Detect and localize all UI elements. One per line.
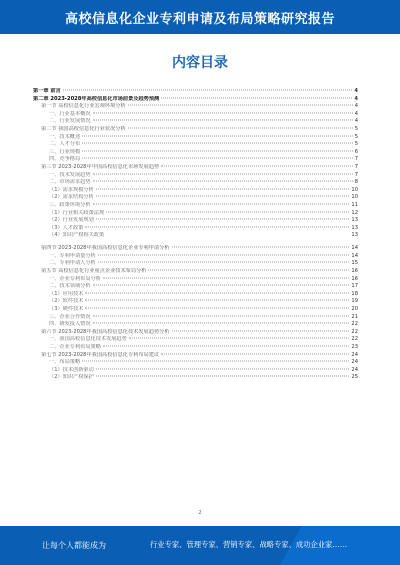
toc-entry-title: 四、研发投入情况 bbox=[49, 321, 91, 328]
toc-entry-title: 二、技术领域分析 bbox=[49, 283, 91, 290]
toc-entry-page: 24 bbox=[351, 366, 358, 373]
toc-entry[interactable] bbox=[33, 374, 358, 382]
footer-slogan-left: 让每个人都能成为 bbox=[42, 541, 106, 550]
toc-leader-dots bbox=[96, 376, 350, 377]
toc-entry-page: 5 bbox=[354, 133, 358, 140]
toc-entry[interactable] bbox=[33, 156, 358, 164]
report-header bbox=[0, 0, 400, 34]
toc-entry-page: 22 bbox=[351, 328, 358, 335]
toc-entry[interactable] bbox=[33, 298, 358, 306]
toc-leader-dots bbox=[96, 188, 350, 189]
toc-entry[interactable] bbox=[33, 367, 358, 375]
toc-leader-dots bbox=[82, 158, 353, 159]
toc-entry-page: 4 bbox=[354, 110, 358, 117]
toc-entry[interactable] bbox=[33, 111, 358, 119]
toc-entry[interactable] bbox=[33, 202, 358, 210]
toc-leader-dots bbox=[128, 127, 353, 128]
toc-entry[interactable] bbox=[33, 245, 358, 253]
toc-entry-page: 24 bbox=[351, 359, 358, 366]
toc-entry-page: 4 bbox=[354, 118, 358, 125]
toc-entry-title: 二、专利申请人分析 bbox=[49, 260, 96, 267]
page-number: 2 bbox=[198, 510, 202, 516]
toc-leader-dots bbox=[93, 181, 353, 182]
toc-entry[interactable] bbox=[33, 118, 358, 126]
toc-entry-page: 22 bbox=[351, 321, 358, 328]
toc-entry-page: 4 bbox=[354, 103, 358, 110]
toc-leader-dots bbox=[96, 196, 350, 197]
toc-leader-dots bbox=[103, 277, 350, 278]
toc-entry-page: 7 bbox=[354, 156, 358, 163]
toc-leader-dots bbox=[93, 120, 353, 121]
toc-entry[interactable] bbox=[33, 96, 358, 104]
toc-entry-page: 25 bbox=[351, 374, 358, 381]
toc-entry-page: 20 bbox=[351, 306, 358, 313]
toc-entry-title: 三、政策环境分析 bbox=[49, 201, 91, 208]
toc-entry-title: 第七节 2023-2028年我国高校信息化专利布局建议 bbox=[41, 351, 160, 358]
toc-entry-title: 第五节 高校信息化行业重点企业技术布局分析 bbox=[41, 268, 147, 275]
toc-entry-page: 6 bbox=[354, 148, 358, 155]
toc-entry-title: （1）行业相关政策法规 bbox=[49, 209, 105, 216]
table-of-contents bbox=[33, 88, 358, 382]
toc-entry[interactable] bbox=[33, 210, 358, 218]
toc-entry-page: 4 bbox=[354, 88, 358, 94]
toc-entry-title: 第一章 前言 bbox=[33, 88, 61, 94]
toc-entry-page: 12 bbox=[351, 209, 358, 216]
toc-entry-page: 23 bbox=[351, 344, 358, 350]
toc-leader-dots bbox=[82, 143, 353, 144]
toc-leader-dots bbox=[161, 353, 349, 354]
toc-leader-dots bbox=[161, 165, 353, 166]
toc-leader-dots bbox=[96, 368, 350, 369]
toc-entry[interactable] bbox=[33, 352, 358, 360]
toc-leader-dots bbox=[98, 262, 350, 263]
toc-entry-title: 三、行业规模 bbox=[49, 148, 81, 155]
toc-entry[interactable] bbox=[33, 164, 358, 172]
toc-entry-title: 一、布局策略 bbox=[49, 359, 81, 366]
toc-entry[interactable] bbox=[33, 344, 358, 352]
toc-entry[interactable] bbox=[33, 321, 358, 329]
toc-entry-page: 21 bbox=[351, 313, 358, 320]
toc-leader-dots bbox=[85, 292, 349, 293]
toc-heading: 内容目录 bbox=[172, 55, 228, 71]
toc-entry-page: 11 bbox=[351, 201, 358, 208]
footer-slogan-right: 行业专家、管理专家、营销专家、战略专家、成功企业家…… bbox=[150, 540, 348, 549]
toc-leader-dots bbox=[129, 338, 350, 339]
toc-entry-title: 第二节 我国高校信息化行业状况分析 bbox=[41, 125, 126, 132]
toc-leader-dots bbox=[96, 219, 350, 220]
toc-entry-page: 18 bbox=[351, 290, 358, 297]
toc-entry-page: 13 bbox=[351, 232, 358, 239]
toc-entry-title: 三、企业合作情况 bbox=[49, 313, 91, 320]
toc-entry[interactable] bbox=[33, 253, 358, 261]
toc-entry-page: 10 bbox=[351, 194, 358, 201]
toc-entry[interactable] bbox=[33, 291, 358, 299]
toc-entry-page: 17 bbox=[351, 283, 358, 290]
toc-entry[interactable] bbox=[33, 187, 358, 195]
toc-entry[interactable] bbox=[33, 276, 358, 284]
toc-leader-dots bbox=[93, 203, 350, 204]
toc-leader-dots bbox=[98, 254, 350, 255]
toc-entry-page: 19 bbox=[351, 298, 358, 305]
toc-entry[interactable] bbox=[33, 194, 358, 202]
toc-entry-title: （3）人才政策 bbox=[49, 224, 84, 231]
toc-entry[interactable] bbox=[33, 260, 358, 268]
toc-entry-title: （3）硬件技术 bbox=[49, 306, 84, 313]
toc-leader-dots bbox=[93, 285, 350, 286]
toc-entry-title: （2）需求结构分析 bbox=[49, 194, 94, 201]
toc-entry-page: 13 bbox=[351, 217, 358, 224]
toc-entry-page: 14 bbox=[351, 252, 358, 259]
toc-leader-dots bbox=[85, 300, 349, 301]
toc-entry-title: 二、企业专利布局策略 bbox=[49, 344, 101, 350]
toc-entry-title: 第三节 2023-2028年中国高校信息化市场发展趋势 bbox=[41, 163, 160, 170]
toc-entry-title: 一、行业基本概况 bbox=[49, 110, 91, 117]
toc-entry[interactable] bbox=[33, 336, 358, 344]
toc-entry-title: 第一节 高校信息化行业宏观环境分析 bbox=[41, 103, 126, 110]
toc-entry-title: （1）需求规模分析 bbox=[49, 186, 94, 193]
toc-entry[interactable] bbox=[33, 329, 358, 337]
toc-entry[interactable] bbox=[33, 149, 358, 157]
toc-leader-dots bbox=[93, 315, 350, 316]
toc-leader-dots bbox=[172, 330, 350, 331]
toc-entry-title: 一、技术发展趋势 bbox=[49, 171, 91, 178]
toc-leader-dots bbox=[106, 211, 349, 212]
toc-entry-title: 一、企业专利布局分析 bbox=[49, 275, 101, 282]
toc-entry[interactable] bbox=[33, 306, 358, 314]
toc-entry-page: 8 bbox=[354, 179, 358, 186]
toc-entry-title: 二、人才分布 bbox=[49, 141, 81, 148]
toc-entry-title: （2）知识产权保护 bbox=[49, 374, 94, 381]
toc-leader-dots bbox=[85, 308, 349, 309]
toc-entry-page: 16 bbox=[351, 275, 358, 282]
toc-leader-dots bbox=[85, 226, 349, 227]
toc-entry-page: 5 bbox=[354, 125, 358, 132]
toc-leader-dots bbox=[128, 105, 353, 106]
toc-leader-dots bbox=[93, 173, 353, 174]
toc-leader-dots bbox=[172, 247, 350, 248]
toc-entry[interactable] bbox=[33, 283, 358, 291]
toc-leader-dots bbox=[103, 346, 350, 347]
toc-entry[interactable] bbox=[33, 314, 358, 322]
toc-entry-title: 第四节 2023-2028年我国高校信息化企业专利申请分析 bbox=[41, 245, 170, 252]
toc-entry-page: 7 bbox=[354, 163, 358, 170]
toc-entry[interactable] bbox=[33, 225, 358, 233]
toc-entry-title: （1）应用技术 bbox=[49, 290, 84, 297]
toc-leader-dots bbox=[82, 361, 349, 362]
toc-leader-dots bbox=[82, 150, 353, 151]
toc-entry-page: 10 bbox=[351, 186, 358, 193]
toc-entry-page: 14 bbox=[351, 245, 358, 252]
toc-entry-page: 4 bbox=[354, 95, 358, 102]
toc-entry-title: （1）技术创新驱动 bbox=[49, 366, 94, 373]
toc-entry[interactable] bbox=[33, 134, 358, 142]
toc-entry-page: 5 bbox=[354, 141, 358, 148]
toc-entry-title: 第二章 2023-2028年高校信息化市场前景及趋势预测 bbox=[33, 95, 160, 102]
toc-entry-title: 一、技术概述 bbox=[49, 133, 81, 140]
toc-entry-page: 15 bbox=[351, 260, 358, 267]
toc-leader-dots bbox=[63, 90, 353, 91]
toc-entry-title: 二、行业发展情况 bbox=[49, 118, 91, 125]
toc-entry[interactable] bbox=[33, 359, 358, 367]
toc-entry-title: （2）软件技术 bbox=[49, 298, 84, 305]
toc-entry-title: （4）知识产权相关政策 bbox=[49, 232, 105, 239]
toc-leader-dots bbox=[82, 135, 353, 136]
toc-entry-title: 四、竞争格局 bbox=[49, 156, 81, 163]
toc-entry-title: （2）行业发展规划 bbox=[49, 217, 94, 224]
toc-entry-title: 一、专利申请量分析 bbox=[49, 252, 96, 259]
toc-entry[interactable] bbox=[33, 126, 358, 134]
toc-entry[interactable] bbox=[33, 103, 358, 111]
toc-entry[interactable] bbox=[33, 232, 358, 245]
toc-leader-dots bbox=[93, 112, 353, 113]
toc-entry[interactable] bbox=[33, 88, 358, 96]
toc-leader-dots bbox=[148, 270, 349, 271]
toc-entry-page: 24 bbox=[351, 351, 358, 358]
toc-leader-dots bbox=[161, 97, 352, 98]
toc-entry-title: 第六节 2023-2028年我国高校信息化技术发展趋势分析 bbox=[41, 328, 170, 335]
toc-entry-title: 一、我国高校信息化技术发展趋势 bbox=[49, 336, 127, 343]
toc-entry-page: 7 bbox=[354, 171, 358, 178]
toc-entry-title: 二、市场需求趋势 bbox=[49, 179, 91, 186]
report-title: 高校信息化企业专利申请及布局策略研究报告 bbox=[64, 11, 335, 27]
toc-entry-page: 22 bbox=[351, 336, 358, 343]
toc-entry[interactable] bbox=[33, 172, 358, 180]
toc-entry[interactable] bbox=[33, 179, 358, 187]
toc-leader-dots bbox=[93, 323, 350, 324]
toc-entry[interactable] bbox=[33, 217, 358, 225]
toc-entry-page: 13 bbox=[351, 224, 358, 231]
toc-entry[interactable] bbox=[33, 141, 358, 149]
toc-entry-page: 16 bbox=[351, 268, 358, 275]
toc-entry[interactable] bbox=[33, 268, 358, 276]
